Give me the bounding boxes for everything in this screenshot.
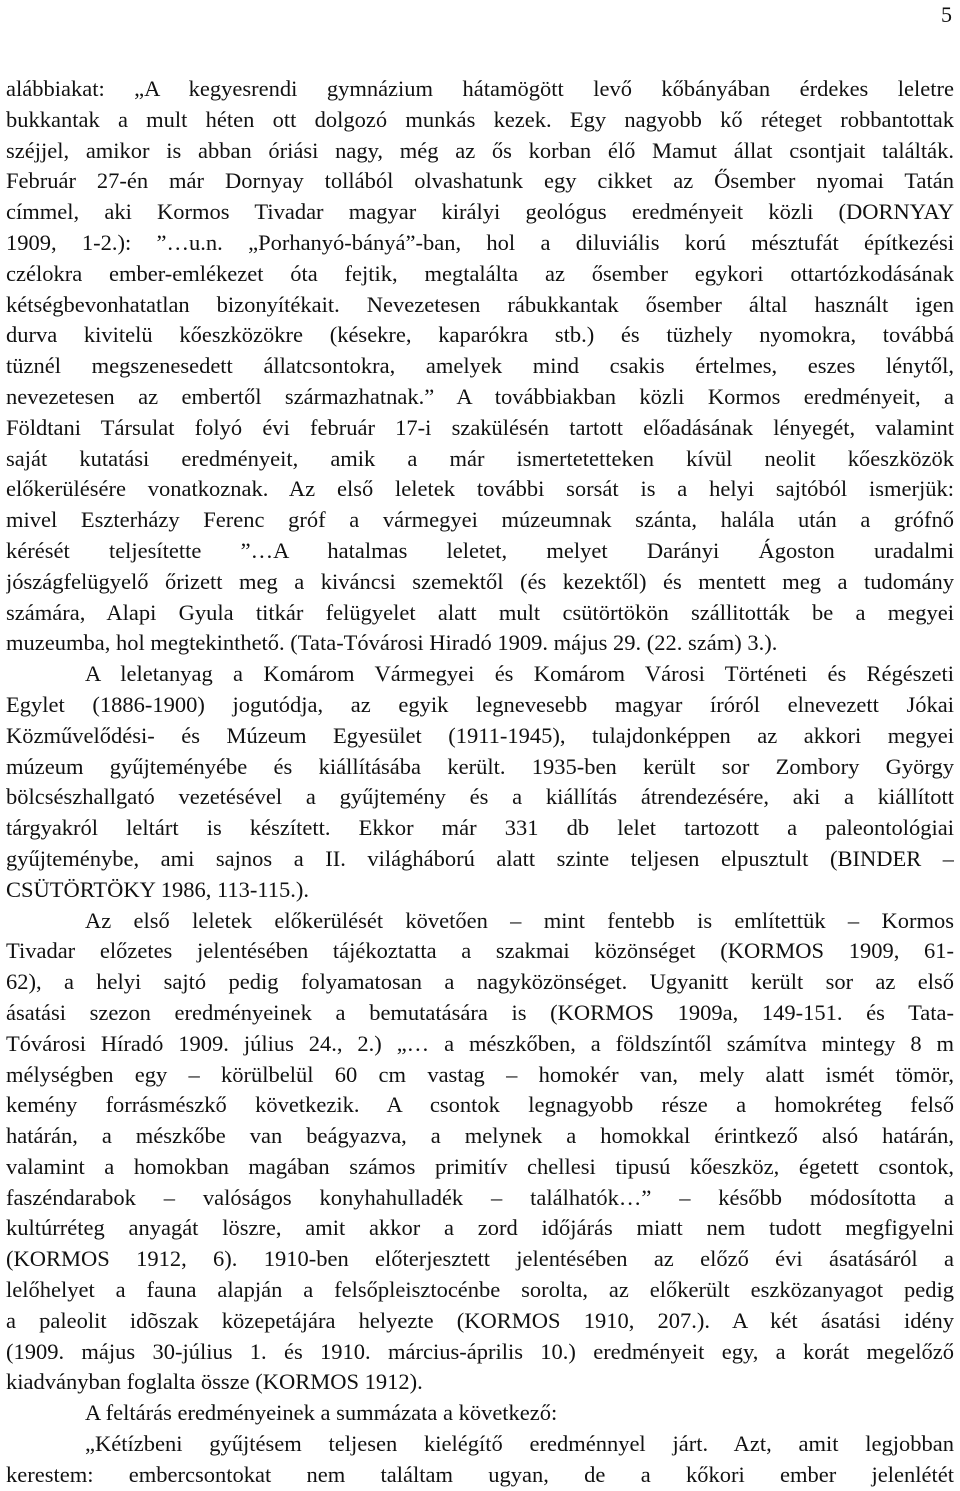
text-line: Tivadar előzetes jelentésében tájékoztatta a szakmai közönséget (KORMOS 1909, 61- <box>6 938 954 964</box>
text-line: saját kutatási eredményeit, amik a már ismertetetteken kívül neolit kőeszközök <box>6 445 954 471</box>
text-line: Tóvárosi Híradó 1909. július 24., 2.) „… a mészkőben, a földszíntől számítva mintegy 8 m <box>6 1030 954 1056</box>
text-line: „Kétízbeni gyűjtésem teljesen kielégítő eredménnyel járt. Azt, amit legjobban <box>85 1431 954 1457</box>
text-line: széjjel, amikor is abban óriási nagy, még az ős korban élő Mamut állat csontjait találták. <box>6 137 954 163</box>
text-line: tüznél megszenesedett állatcsontokra, amelyek mind csakis értelmes, eszes lénytől, <box>6 353 954 379</box>
text-line: muzeumba, hol megtekinthető. (Tata-Tóvárosi Hiradó 1909. május 29. (22. szám) 3.). <box>6 630 778 656</box>
text-line: ásatási szezon eredményeinek a bemutatására is (KORMOS 1909a, 149-151. és Tata- <box>6 999 954 1025</box>
text-line: bukkantak a mult héten ott dolgozó munkás kezek. Egy nagyobb kő réteget robbantottak <box>6 106 954 132</box>
text-line: kemény forrásmészkő következik. A csontok legnagyobb része a homokréteg felső <box>6 1092 954 1118</box>
text-line: kétségbevonhatatlan bizonyítékait. Nevezetesen rábukkantak ősember által használt igen <box>6 291 954 317</box>
text-line: faszéndarabok – valóságos konyhahulladék – találhatók…” – később módosította a <box>6 1184 954 1210</box>
text-line: határán, a mészkőbe van beágyazva, a melynek a homokkal érintkező alsó határán, <box>6 1123 954 1149</box>
text-line: Közművelődési- és Múzeum Egyesület (1911-1945), tulajdonképpen az akkori megyei <box>6 722 954 748</box>
text-line: 1909, 1-2.): ”…u.n. „Porhanyó-bányá”-ban, hol a diluviális korú mésztufát építkezési <box>6 229 954 255</box>
page-number: 5 <box>941 2 952 27</box>
text-line: A leletanyag a Komárom Vármegyei és Komárom Városi Történeti és Régészeti <box>85 661 954 687</box>
text-line: 62), a helyi sajtó pedig folyamatosan a nagyközönséget. Ugyanitt került sor az első <box>6 969 954 995</box>
text-line: lelőhelyet a fauna alapján a felsőpleisztocénbe sorolta, az előkerült eszközanyagot pedig <box>6 1277 954 1303</box>
text-line: kerestem: embercsontokat nem találtam ugyan, de a kőkori ember jelenlétét <box>6 1461 954 1487</box>
text-line: CSÜTÖRTÖKY 1986, 113-115.). <box>6 876 310 902</box>
text-line: bölcsészhallgató vezetésével a gyűjtemény és a kiállítás átrendezésére, aki a kiállított <box>6 784 954 810</box>
text-line: Egylet (1886-1900) jogutódja, az egyik legnevesebb magyar íróról elnevezett Jókai <box>6 691 954 717</box>
paragraph <box>6 1429 954 1491</box>
text-line: Február 27-én már Dornyay tollából olvashatunk egy cikket az Ősember nyomai Tatán <box>6 168 954 194</box>
text-line: nevezetesen az embertől származhatnak.” A továbbiakban közli Kormos eredményeit, a <box>6 383 954 409</box>
text-line: (KORMOS 1912, 6). 1910-ben előterjesztett jelentésében az előző évi ásatásáról a <box>6 1246 954 1272</box>
text-line: gyűjteménybe, ami sajnos a II. világháború alatt szinte teljesen elpusztult (BINDER – <box>6 845 954 871</box>
paragraph <box>6 659 954 905</box>
text-line: kiadványban foglalta össze (KORMOS 1912). <box>6 1369 423 1395</box>
text-line: számára, Alapi Gyula titkár felügyelet alatt mult csütörtökön szállitották be a megyei <box>6 599 954 625</box>
text-line: címmel, aki Kormos Tivadar magyar királyi geológus eredményeit közli (DORNYAY <box>6 199 954 225</box>
text-line: tárgyakról leltárt is készített. Ekkor már 331 db lelet tartozott a paleontológiai <box>6 815 954 841</box>
paragraph <box>6 906 954 1399</box>
text-line: valamint a homokban magában számos primitív chellesi tipusú kőeszköz, égetett csontok, <box>6 1153 954 1179</box>
paragraph <box>6 74 954 659</box>
text-line: Földtani Társulat folyó évi február 17-i szakülésén tartott előadásának lényegét, valamint <box>6 414 954 440</box>
text-line: A feltárás eredményeinek a summázata a következő: <box>85 1400 558 1426</box>
text-line: előkerülésére vonatkoznak. Az első leletek további sorsát is a helyi sajtóból ismerjük: <box>6 476 954 502</box>
text-line: Az első leletek előkerülését követően – mint fentebb is említettük – Kormos <box>85 907 954 933</box>
paragraph <box>6 1398 954 1429</box>
text-line: czélokra ember-emlékezet óta fejtik, megtalálta az ősember egykori ottartózkodásának <box>6 260 954 286</box>
text-line: kérését teljesítette ”…A hatalmas leletet, melyet Darányi Ágoston uradalmi <box>6 537 954 563</box>
text-line: múzeum gyűjteményébe és kiállításába került. 1935-ben került sor Zombory György <box>6 753 954 779</box>
text-line: mélységben egy – körülbelül 60 cm vastag – homokér van, mely alatt ismét tömör, <box>6 1061 954 1087</box>
text-line: durva kivitelü kőeszközökre (késekre, kaparókra stb.) és tüzhely nyomokra, továbbá <box>6 322 954 348</box>
text-line: mivel Eszterházy Ferenc gróf a vármegyei múzeumnak szánta, halála után a grófnő <box>6 507 954 533</box>
document-body <box>6 74 954 1491</box>
text-line: (1909. május 30-július 1. és 1910. március-április 10.) eredményeit egy, a korát megelőző <box>6 1338 954 1364</box>
text-line: kultúrréteg anyagát löszre, amit akkor a zord időjárás miatt nem tudott megfigyelni <box>6 1215 954 1241</box>
text-line: jószágfelügyelő őrizett meg a kiváncsi szemektől (és kezektől) és mentett meg a tudomány <box>6 568 954 594</box>
text-line: a paleolit idõszak közepetájára helyezte (KORMOS 1910, 207.). A két ásatási idény <box>6 1307 954 1333</box>
text-line: alábbiakat: „A kegyesrendi gymnázium hátamögött levő kőbányában érdekes leletre <box>6 76 954 101</box>
